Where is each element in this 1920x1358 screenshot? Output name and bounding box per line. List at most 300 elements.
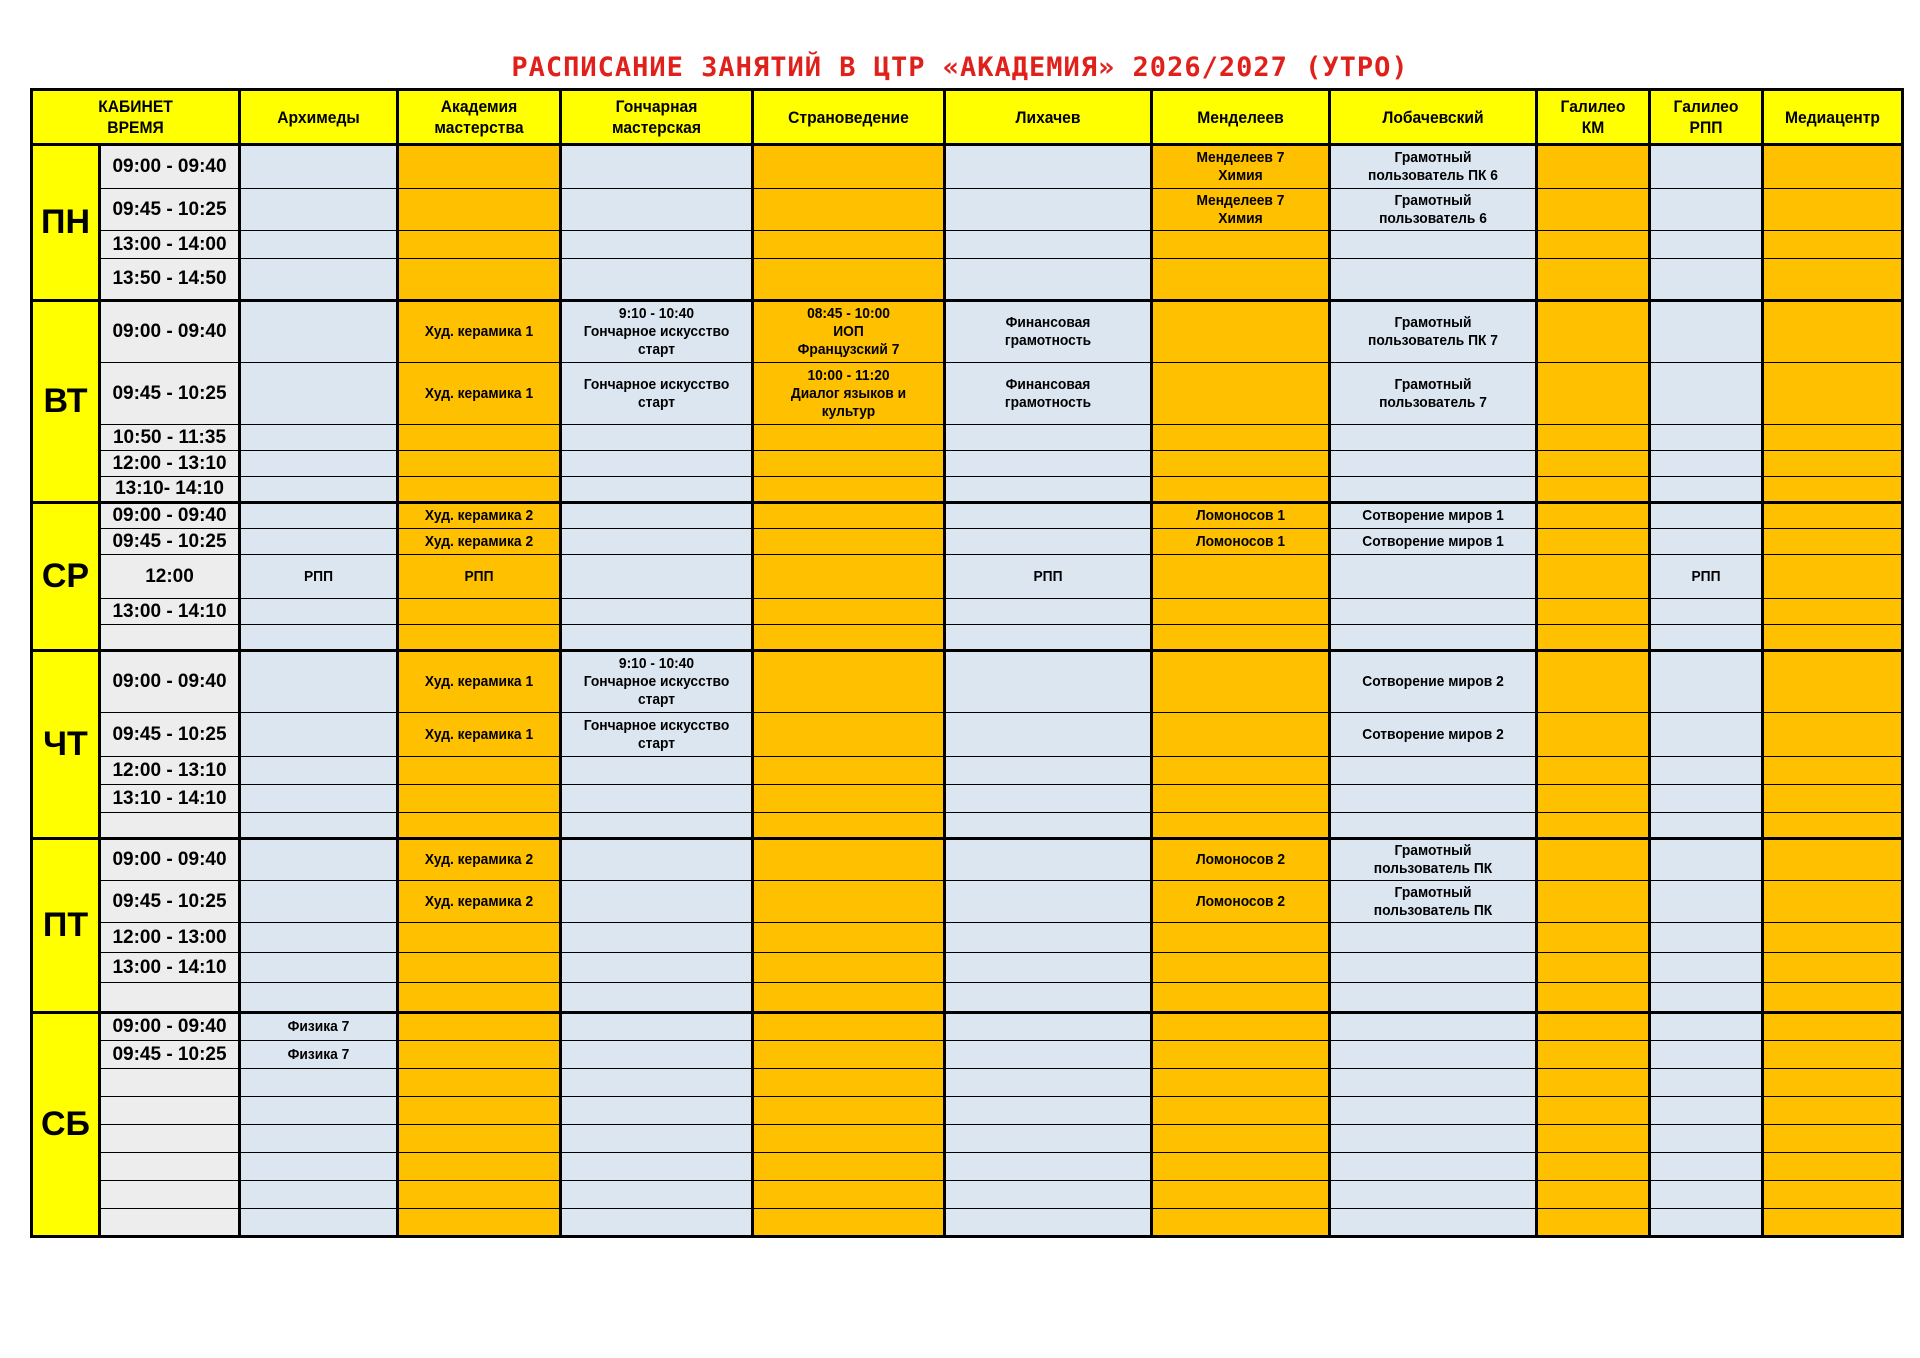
- schedule-row: [32, 625, 1903, 651]
- class-cell: [1650, 1209, 1763, 1237]
- schedule-row: [32, 189, 1903, 231]
- schedule-row: [32, 259, 1903, 301]
- class-cell: [945, 529, 1152, 555]
- room-header-label: Менделеев: [1197, 107, 1284, 127]
- time-slot: [100, 1097, 240, 1125]
- class-cell: [561, 713, 753, 757]
- class-cell: [398, 1041, 561, 1069]
- class-cell: [1152, 839, 1330, 881]
- class-cell: [398, 599, 561, 625]
- class-cell: [753, 1013, 945, 1041]
- class-cell: [945, 983, 1152, 1013]
- class-name: Менделеев 7 Химия: [1196, 191, 1285, 227]
- class-cell: [398, 1069, 561, 1097]
- class-cell: [1763, 145, 1903, 189]
- class-cell: [1763, 813, 1903, 839]
- class-cell: [1537, 1209, 1650, 1237]
- class-cell: [1152, 363, 1330, 425]
- class-cell: [398, 625, 561, 651]
- class-cell: [1650, 713, 1763, 757]
- class-cell: [1152, 1209, 1330, 1237]
- day-label: ПТ: [32, 839, 100, 1013]
- class-cell: [1330, 231, 1537, 259]
- class-cell: [753, 477, 945, 503]
- class-cell: [240, 651, 398, 713]
- class-cell: [1650, 1181, 1763, 1209]
- class-cell: [240, 813, 398, 839]
- class-cell: [945, 713, 1152, 757]
- schedule-row: [32, 425, 1903, 451]
- room-header: [753, 90, 945, 145]
- class-cell: [1330, 923, 1537, 953]
- room-header-label: Галилео КМ: [1560, 97, 1626, 137]
- class-cell: [561, 983, 753, 1013]
- class-cell: [1650, 425, 1763, 451]
- class-cell: [398, 231, 561, 259]
- class-cell: [1763, 529, 1903, 555]
- class-cell: [561, 1153, 753, 1181]
- class-cell: [398, 425, 561, 451]
- class-cell: [398, 477, 561, 503]
- class-cell: [945, 451, 1152, 477]
- class-cell: [945, 145, 1152, 189]
- class-cell: [1537, 425, 1650, 451]
- class-cell: [240, 301, 398, 363]
- room-header: [1537, 90, 1650, 145]
- time-slot: [100, 625, 240, 651]
- schedule-row: [32, 953, 1903, 983]
- class-cell: [945, 1153, 1152, 1181]
- class-cell: [1330, 983, 1537, 1013]
- class-cell: [1330, 1097, 1537, 1125]
- class-cell: [1537, 757, 1650, 785]
- class-cell: [1330, 259, 1537, 301]
- schedule-row: [32, 599, 1903, 625]
- class-cell: [1330, 1125, 1537, 1153]
- class-cell: [1763, 1013, 1903, 1041]
- class-cell: [398, 189, 561, 231]
- class-name: Худ. керамика 2: [424, 507, 534, 524]
- class-cell: [561, 1181, 753, 1209]
- class-name: 9:10 - 10:40 Гончарное искусство старт: [583, 655, 730, 708]
- class-cell: [1650, 503, 1763, 529]
- class-cell: [1537, 923, 1650, 953]
- class-cell: [240, 231, 398, 259]
- time-slot: [100, 1181, 240, 1209]
- class-cell: [1330, 1181, 1537, 1209]
- time-slot: 10:50 - 11:35: [100, 425, 240, 451]
- class-cell: [398, 839, 561, 881]
- class-cell: [1330, 1041, 1537, 1069]
- room-header: [398, 90, 561, 145]
- class-cell: [240, 1013, 398, 1041]
- class-cell: [398, 1013, 561, 1041]
- class-cell: [398, 503, 561, 529]
- class-cell: [1330, 425, 1537, 451]
- class-name: Худ. керамика 1: [424, 725, 534, 743]
- schedule-row: [32, 881, 1903, 923]
- class-cell: [561, 599, 753, 625]
- class-cell: [1763, 555, 1903, 599]
- time-slot: 09:45 - 10:25: [100, 881, 240, 923]
- class-cell: [1650, 1097, 1763, 1125]
- class-cell: [240, 145, 398, 189]
- class-cell: [1763, 881, 1903, 923]
- class-cell: [1537, 477, 1650, 503]
- class-name: РПП: [1033, 567, 1063, 585]
- class-cell: [398, 529, 561, 555]
- class-cell: [1650, 839, 1763, 881]
- class-cell: [1330, 503, 1537, 529]
- class-cell: [753, 599, 945, 625]
- class-cell: [1650, 477, 1763, 503]
- class-cell: [398, 259, 561, 301]
- schedule-row: [32, 1209, 1903, 1237]
- class-cell: [1152, 599, 1330, 625]
- class-cell: [1152, 555, 1330, 599]
- class-cell: [1763, 477, 1903, 503]
- class-cell: [753, 1153, 945, 1181]
- class-cell: [1330, 625, 1537, 651]
- class-cell: [1152, 529, 1330, 555]
- class-cell: [1537, 145, 1650, 189]
- class-cell: [1537, 651, 1650, 713]
- class-cell: [1330, 881, 1537, 923]
- time-slot: 09:00 - 09:40: [100, 839, 240, 881]
- class-cell: [240, 503, 398, 529]
- class-cell: [398, 813, 561, 839]
- class-name: Физика 7: [287, 1045, 350, 1063]
- class-cell: [240, 477, 398, 503]
- class-name: 08:45 - 10:00 ИОП Французский 7: [797, 305, 900, 358]
- class-cell: [1537, 813, 1650, 839]
- room-header-label: Галилео РПП: [1673, 97, 1739, 137]
- class-cell: [1763, 625, 1903, 651]
- time-slot: 09:00 - 09:40: [100, 145, 240, 189]
- day-label: ВТ: [32, 301, 100, 503]
- class-cell: [240, 839, 398, 881]
- class-cell: [1330, 651, 1537, 713]
- class-cell: [753, 757, 945, 785]
- class-cell: [1537, 1153, 1650, 1181]
- class-cell: [240, 451, 398, 477]
- room-header-label: Архимеды: [277, 107, 360, 127]
- header-corner-cell: [32, 90, 240, 145]
- class-cell: [753, 451, 945, 477]
- class-cell: [561, 555, 753, 599]
- class-cell: [753, 1041, 945, 1069]
- class-cell: [945, 503, 1152, 529]
- class-cell: [1537, 839, 1650, 881]
- class-cell: [561, 923, 753, 953]
- class-cell: [1650, 1041, 1763, 1069]
- time-slot: [100, 1209, 240, 1237]
- time-slot: 09:00 - 09:40: [100, 301, 240, 363]
- class-cell: [1537, 259, 1650, 301]
- class-cell: [240, 425, 398, 451]
- class-cell: [1650, 451, 1763, 477]
- class-cell: [753, 785, 945, 813]
- time-slot: 13:00 - 14:10: [100, 599, 240, 625]
- class-cell: [1763, 1069, 1903, 1097]
- class-cell: [753, 839, 945, 881]
- class-cell: [240, 259, 398, 301]
- class-cell: [240, 625, 398, 651]
- time-slot: [100, 1069, 240, 1097]
- class-cell: [561, 1013, 753, 1041]
- class-cell: [1330, 477, 1537, 503]
- class-cell: [1152, 425, 1330, 451]
- schedule-row: [32, 363, 1903, 425]
- class-name: Грамотный пользователь 7: [1379, 375, 1487, 411]
- schedule-row: [32, 1181, 1903, 1209]
- class-cell: [1537, 599, 1650, 625]
- class-cell: [1330, 1153, 1537, 1181]
- class-name: Гончарное искусство старт: [583, 375, 730, 411]
- class-cell: [1537, 301, 1650, 363]
- day-label: СР: [32, 503, 100, 651]
- class-cell: [1152, 1097, 1330, 1125]
- class-cell: [1537, 1069, 1650, 1097]
- class-cell: [1763, 1097, 1903, 1125]
- class-cell: [1537, 1041, 1650, 1069]
- class-cell: [1152, 503, 1330, 529]
- class-cell: [561, 1041, 753, 1069]
- class-cell: [398, 1125, 561, 1153]
- class-cell: [1330, 757, 1537, 785]
- class-cell: [1650, 1013, 1763, 1041]
- class-cell: [398, 881, 561, 923]
- class-cell: [1152, 757, 1330, 785]
- class-name: Худ. керамика 2: [424, 532, 534, 550]
- room-header-label: Лобачевский: [1382, 107, 1484, 127]
- class-cell: [1330, 363, 1537, 425]
- schedule-row: [32, 651, 1903, 713]
- class-cell: [753, 813, 945, 839]
- class-cell: [240, 881, 398, 923]
- class-cell: [945, 923, 1152, 953]
- class-cell: [1152, 1041, 1330, 1069]
- class-cell: [240, 1097, 398, 1125]
- class-cell: [240, 785, 398, 813]
- class-cell: [1537, 983, 1650, 1013]
- class-name: Сотворение миров 2: [1362, 725, 1504, 743]
- class-cell: [753, 953, 945, 983]
- class-cell: [1763, 301, 1903, 363]
- class-cell: [1152, 953, 1330, 983]
- schedule-table: [30, 88, 1904, 1238]
- class-cell: [1330, 301, 1537, 363]
- class-cell: [1763, 1041, 1903, 1069]
- room-header: [1763, 90, 1903, 145]
- class-cell: [1763, 953, 1903, 983]
- class-name: Менделеев 7 Химия: [1196, 149, 1285, 184]
- class-cell: [1537, 503, 1650, 529]
- room-header-label: Лихачев: [1015, 107, 1081, 127]
- schedule-row: [32, 983, 1903, 1013]
- class-cell: [1152, 923, 1330, 953]
- class-cell: [1152, 651, 1330, 713]
- class-name: РПП: [464, 567, 494, 585]
- time-slot: 12:00: [100, 555, 240, 599]
- day-label: СБ: [32, 1013, 100, 1237]
- page-title: РАСПИСАНИЕ ЗАНЯТИЙ В ЦТР «АКАДЕМИЯ» 2026/2027 (УТРО): [511, 52, 1409, 83]
- class-cell: [398, 785, 561, 813]
- class-cell: [1152, 259, 1330, 301]
- room-header: [1152, 90, 1330, 145]
- class-cell: [1763, 363, 1903, 425]
- class-cell: [1763, 425, 1903, 451]
- schedule-row: [32, 1041, 1903, 1069]
- class-cell: [945, 1013, 1152, 1041]
- class-cell: [561, 1069, 753, 1097]
- class-cell: [398, 713, 561, 757]
- class-cell: [240, 923, 398, 953]
- class-cell: [945, 953, 1152, 983]
- class-cell: [753, 923, 945, 953]
- time-slot: 13:50 - 14:50: [100, 259, 240, 301]
- class-cell: [1152, 231, 1330, 259]
- day-label: ПН: [32, 145, 100, 301]
- class-cell: [945, 1181, 1152, 1209]
- class-cell: [945, 813, 1152, 839]
- class-cell: [1152, 625, 1330, 651]
- time-slot: 09:45 - 10:25: [100, 713, 240, 757]
- class-cell: [753, 555, 945, 599]
- class-cell: [240, 953, 398, 983]
- class-cell: [1650, 651, 1763, 713]
- class-cell: [1763, 503, 1903, 529]
- time-slot: 09:00 - 09:40: [100, 1013, 240, 1041]
- class-cell: [240, 363, 398, 425]
- class-cell: [753, 259, 945, 301]
- class-cell: [240, 1181, 398, 1209]
- class-cell: [561, 425, 753, 451]
- class-name: Грамотный пользователь ПК: [1373, 883, 1493, 919]
- class-cell: [1763, 599, 1903, 625]
- class-name: Финансовая грамотность: [1004, 314, 1092, 349]
- class-cell: [1330, 1209, 1537, 1237]
- class-cell: [1537, 785, 1650, 813]
- schedule-row: [32, 757, 1903, 785]
- class-cell: [753, 651, 945, 713]
- class-cell: [398, 983, 561, 1013]
- class-cell: [1763, 651, 1903, 713]
- schedule-row: [32, 839, 1903, 881]
- class-cell: [945, 651, 1152, 713]
- class-cell: [1152, 189, 1330, 231]
- class-cell: [240, 1069, 398, 1097]
- class-cell: [1330, 1013, 1537, 1041]
- class-cell: [240, 1125, 398, 1153]
- class-cell: [1537, 1097, 1650, 1125]
- class-cell: [753, 231, 945, 259]
- class-cell: [561, 625, 753, 651]
- class-cell: [398, 1209, 561, 1237]
- class-cell: [1330, 839, 1537, 881]
- schedule-row: [32, 1069, 1903, 1097]
- time-slot: 13:00 - 14:00: [100, 231, 240, 259]
- class-cell: [1763, 1125, 1903, 1153]
- class-cell: [561, 839, 753, 881]
- class-name: Финансовая грамотность: [1004, 375, 1092, 411]
- class-cell: [1650, 301, 1763, 363]
- class-cell: [561, 1209, 753, 1237]
- class-cell: [1763, 231, 1903, 259]
- class-cell: [240, 189, 398, 231]
- class-cell: [398, 363, 561, 425]
- class-cell: [945, 599, 1152, 625]
- class-name: Худ. керамика 1: [424, 384, 534, 402]
- class-cell: [1330, 813, 1537, 839]
- class-cell: [1330, 1069, 1537, 1097]
- class-name: РПП: [1691, 567, 1721, 585]
- class-cell: [561, 231, 753, 259]
- time-slot: 09:00 - 09:40: [100, 503, 240, 529]
- class-cell: [398, 1181, 561, 1209]
- class-cell: [945, 625, 1152, 651]
- time-slot: 12:00 - 13:10: [100, 451, 240, 477]
- schedule-row: [32, 477, 1903, 503]
- header-row: [32, 90, 1903, 145]
- class-cell: [1650, 625, 1763, 651]
- class-cell: [945, 839, 1152, 881]
- class-cell: [1537, 231, 1650, 259]
- class-cell: [240, 983, 398, 1013]
- class-cell: [1650, 923, 1763, 953]
- class-cell: [753, 503, 945, 529]
- class-cell: [1152, 1069, 1330, 1097]
- class-cell: [398, 757, 561, 785]
- class-cell: [1537, 555, 1650, 599]
- class-cell: [945, 1125, 1152, 1153]
- class-name: Худ. керамика 2: [424, 851, 534, 868]
- class-name: 10:00 - 11:20 Диалог языков и культур: [790, 366, 907, 420]
- class-cell: [1650, 983, 1763, 1013]
- class-cell: [240, 757, 398, 785]
- class-cell: [945, 231, 1152, 259]
- class-cell: [561, 503, 753, 529]
- class-cell: [945, 881, 1152, 923]
- room-header-label: Страноведение: [788, 107, 909, 127]
- class-cell: [1152, 451, 1330, 477]
- class-name: Сотворение миров 1: [1362, 507, 1504, 524]
- class-cell: [1763, 451, 1903, 477]
- class-cell: [1650, 1069, 1763, 1097]
- class-cell: [1330, 529, 1537, 555]
- class-cell: [1537, 953, 1650, 983]
- class-cell: [1330, 145, 1537, 189]
- class-cell: [561, 651, 753, 713]
- class-cell: [1330, 599, 1537, 625]
- class-cell: [1763, 839, 1903, 881]
- class-cell: [1537, 881, 1650, 923]
- class-cell: [1763, 259, 1903, 301]
- time-slot: [100, 983, 240, 1013]
- class-cell: [753, 529, 945, 555]
- time-slot: [100, 1125, 240, 1153]
- time-slot: [100, 813, 240, 839]
- class-cell: [398, 555, 561, 599]
- class-cell: [1537, 625, 1650, 651]
- schedule-row: [32, 1013, 1903, 1041]
- class-cell: [753, 713, 945, 757]
- class-cell: [1537, 451, 1650, 477]
- room-header-label: Академия мастерства: [434, 97, 524, 137]
- class-name: Грамотный пользователь ПК 6: [1368, 149, 1498, 184]
- class-cell: [1763, 757, 1903, 785]
- class-cell: [1152, 1013, 1330, 1041]
